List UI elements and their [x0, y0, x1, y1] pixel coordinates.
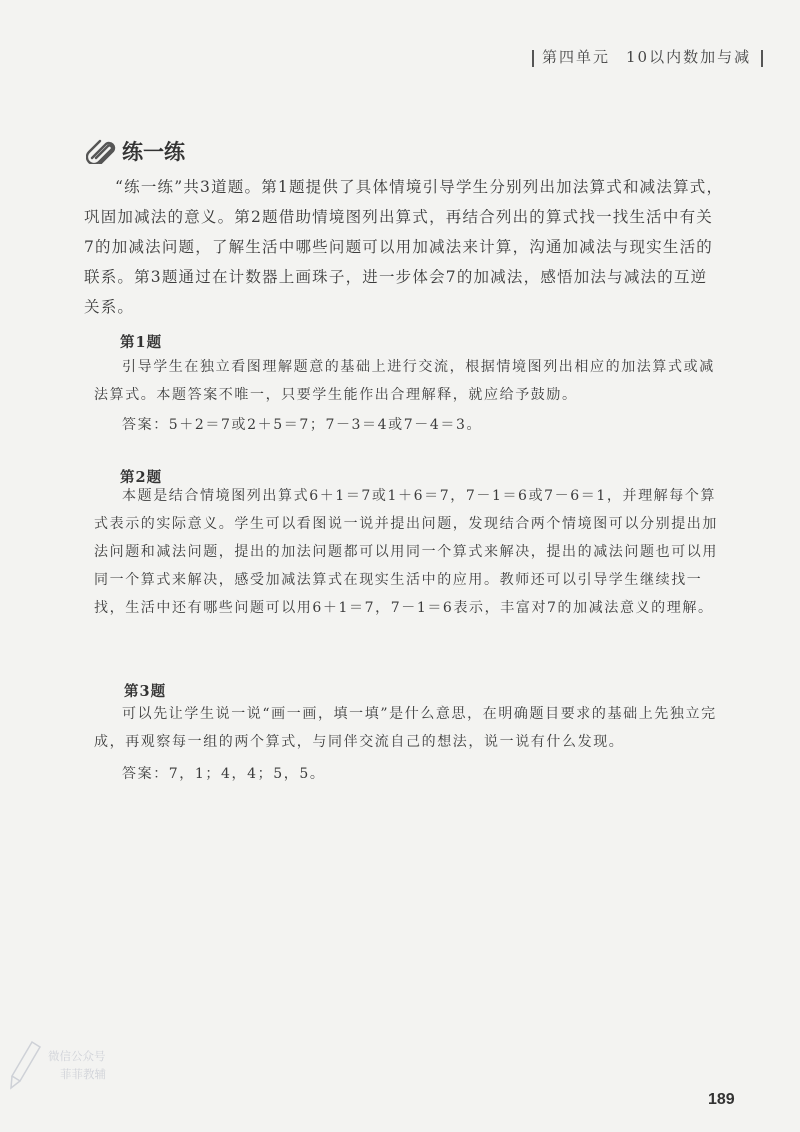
watermark-line1: 微信公众号 [48, 1049, 106, 1063]
section-heading [86, 136, 185, 166]
question-1-answer: 答案：5＋2＝7或2＋5＝7；7－3＝4或7－4＝3。 [122, 417, 483, 433]
page-number: 189 [708, 1091, 735, 1108]
question-2-title: 第2题 [120, 469, 163, 486]
section-title: 练一练 [122, 139, 185, 164]
question-1-text: 引导学生在独立看图理解题意的基础上进行交流，根据情境图列出相应的加法算式或减法算式。本题答案不唯一，只要学生能作出合理解释，就应给予鼓励。 [94, 359, 715, 403]
header-unit: 第四单元 [542, 48, 611, 66]
watermark [8, 1036, 118, 1096]
question-3-text: 可以先让学生说一说“画一画，填一填”是什么意思，在明确题目要求的基础上先独立完成，再观察每一组的两个算式，与同伴交流自己的想法，说一说有什么发现。 [94, 706, 717, 750]
question-1-title: 第1题 [120, 334, 163, 351]
watermark-line2: 菲菲教辅 [60, 1067, 106, 1081]
question-3-answer: 答案：7，1；4，4；5，5。 [122, 766, 326, 782]
header-topic: 10以内数加与减 [626, 48, 752, 66]
question-3-title: 第3题 [124, 683, 167, 700]
header-divider [532, 50, 534, 67]
pencil-icon [8, 1036, 44, 1092]
question-2-text: 本题是结合情境图列出算式6＋1＝7或1＋6＝7，7－1＝6或7－6＝1，并理解每个算式表示的实际意义。学生可以看图说一说并提出问题，发现结合两个情境图可以分别提出加法问题和减法问题，提出的加法问题都可以用同一个算式来解决，提出的减法问题也可以用同一个算式来解决，感受加减法算式在现实生活中的应用。教师还可以引导学生继续找一找，生活中还有哪些问题可以用6＋1＝7，7－1＝6表示，丰富对7的加减法意义的理解。 [94, 488, 718, 616]
header-divider [761, 50, 763, 67]
running-header [532, 46, 752, 66]
paperclip-icon [86, 138, 120, 164]
intro-paragraph: “练一练”共3道题。第1题提供了具体情境引导学生分别列出加法算式和减法算式，巩固加减法的意义。第2题借助情境图列出算式，再结合列出的算式找一找生活中有关7的加减法问题，了解生活中哪些问题可以用加减法来计算，沟通加减法与现实生活的联系。第3题通过在计数器上画珠子，进一步体会7的加减法，感悟加法与减法的互逆关系。 [84, 178, 724, 316]
